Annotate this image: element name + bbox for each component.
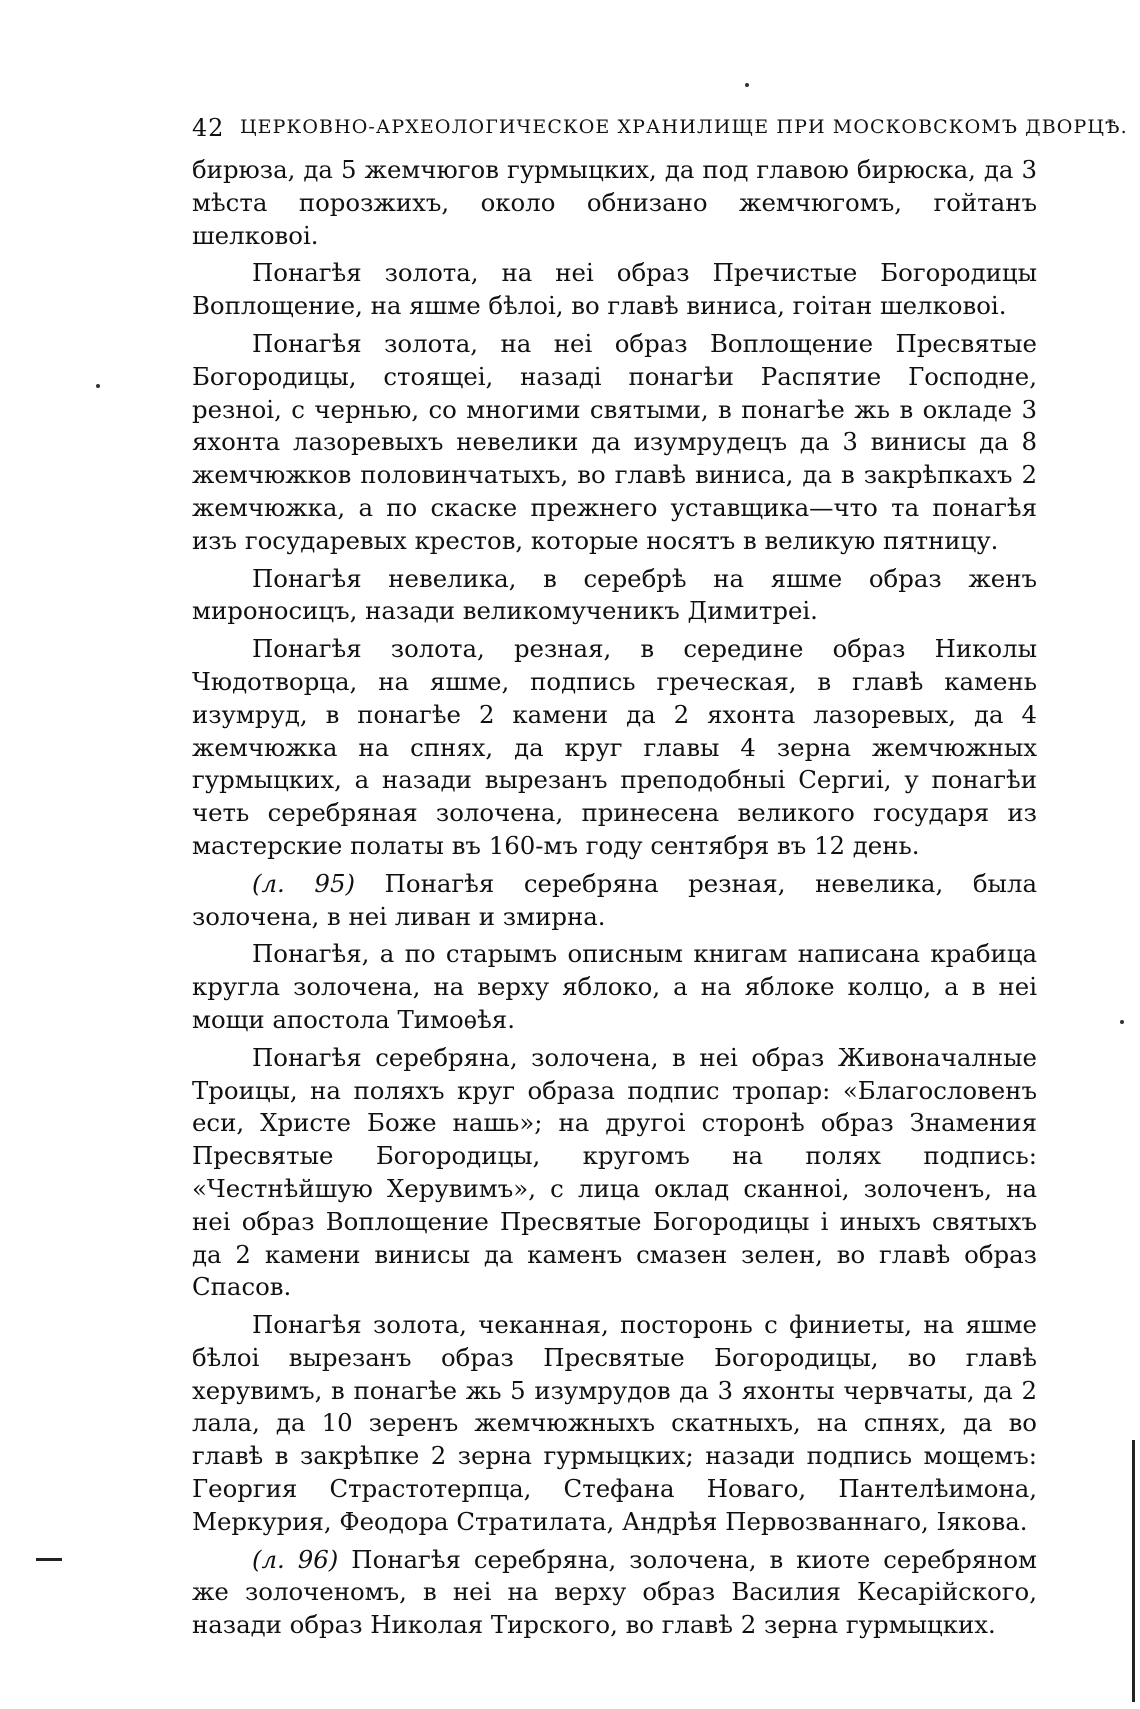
paragraph bbox=[192, 938, 1037, 1036]
paragraph-text: Понагѣя серебряна резная, невелика, была золочена, в неі ливан и змирна. bbox=[192, 868, 1037, 931]
paragraph-text: Понагѣя, а по старымъ описным книгам написана крабица кругла золочена, на верху яблоко, а на яблоке колцо, а в неі мощи апостола Тимоѳѣя. bbox=[192, 939, 1037, 1034]
scan-speck-right bbox=[1120, 1020, 1124, 1024]
page-header bbox=[192, 100, 1128, 142]
paragraph-text: Понагѣя золота, резная, в середине образ Николы Чюдотворца, на яшме, подпись греческая, в главѣ камень изумруд, в понагѣе 2 камени да 2 яхонта лазоревых, да 4 жемчюжка на спнях, да круг главы 4 зерна жемчюжных гурмыцких, а назади вырезанъ преподобныі Сергиі, у понагѣи четь серебряная золочена, принесена великого государя из мастерские полаты въ 160-мъ году сентября въ 12 день. bbox=[192, 634, 1037, 860]
scan-speck-left bbox=[96, 384, 100, 388]
paragraph-text: бирюза, да 5 жемчюгов гурмыцких, да под главою бирюска, да 3 мѣста порозжихъ, около обнизано жемчюгомъ, гойтанъ шелковоі. bbox=[192, 155, 1037, 250]
paragraph bbox=[192, 1042, 1037, 1304]
paragraph bbox=[192, 633, 1037, 863]
paragraph bbox=[192, 1544, 1037, 1642]
paragraph-text: Понагѣя невелика, в серебрѣ на яшме образ женъ мироносицъ, назади великомученикъ Димитреі. bbox=[192, 563, 1037, 626]
paragraph bbox=[192, 1309, 1037, 1539]
paragraph bbox=[192, 154, 1037, 252]
paragraph bbox=[192, 868, 1037, 934]
paragraph-text: Понагѣя серебряна, золочена, в неі образ Живоначалные Троицы, на поляхъ круг образа подпис тропар: «Благословенъ еси, Христе Боже нашь»; на другоі сторонѣ образ Знамения Пресвятые Богородицы, кругомъ на полях подпись: «Честнѣйшую Херувимъ», с лица оклад сканноі, золоченъ, на неі образ Воплощение Пресвятые Богородицы і иныхъ святыхъ да 2 камени винисы да каменъ смазен зелен, во главѣ образ Спасов. bbox=[192, 1042, 1037, 1302]
paragraph bbox=[192, 257, 1037, 323]
paragraph bbox=[192, 563, 1037, 629]
scan-margin-line-right bbox=[1132, 1440, 1135, 1702]
book-page bbox=[192, 100, 1128, 1647]
folio-reference: (л. 95) bbox=[252, 868, 355, 898]
page-body bbox=[192, 154, 1037, 1642]
scan-margin-line-left bbox=[36, 1558, 62, 1561]
folio-reference: (л. 96) bbox=[252, 1544, 339, 1574]
paragraph-text: Понагѣя золота, на неі образ Пречистые Богородицы Воплощение, на яшме бѣлоі, во главѣ виниса, гоітан шелковоі. bbox=[192, 258, 1037, 321]
running-title: ЦЕРКОВНО-АРХЕОЛОГИЧЕСКОЕ ХРАНИЛИЩЕ ПРИ МОСКОВСКОМЪ ДВОРЦѢ. bbox=[240, 116, 1128, 138]
page-number: 42 bbox=[192, 114, 225, 142]
scan-speck-top bbox=[745, 83, 749, 87]
paragraph-text: Понагѣя золота, чеканная, посторонь с финиеты, на яшме бѣлоі вырезанъ образ Пресвятые Богородицы, во главѣ херувимъ, в понагѣе жь 5 изумрудов да 3 яхонты червчаты, да 2 лала, да 10 зеренъ жемчюжныхъ скатныхъ, на спнях, да во главѣ в закрѣпке 2 зерна гурмыцких; назади подпись мощемъ: Георгия Страстотерпца, Стефана Новаго, Пантелѣимона, Меркурия, Феодора Стратилата, Андрѣя Первозваннаго, Іякова. bbox=[192, 1310, 1037, 1536]
paragraph bbox=[192, 328, 1037, 558]
paragraph-text: Понагѣя серебряна, золочена, в киоте серебряном же золоченомъ, в неі на верху образ Василия Кесарійского, назади образ Николая Тирского, во главѣ 2 зерна гурмыцких. bbox=[192, 1544, 1037, 1640]
paragraph-text: Понагѣя золота, на неі образ Воплощение Пресвятые Богородицы, стоящеі, назаді понагѣи Распятие Господне, резноі, с чернью, со многими святыми, в понагѣе жь в окладе 3 яхонта лазоревыхъ невелики да изумрудецъ да 3 винисы да 8 жемчюжков половинчатыхъ, во главѣ виниса, да в закрѣпкахъ 2 жемчюжка, а по скаске прежнего уставщика—что та понагѣя изъ государевых крестов, которые носятъ в великую пятницу. bbox=[192, 328, 1037, 555]
